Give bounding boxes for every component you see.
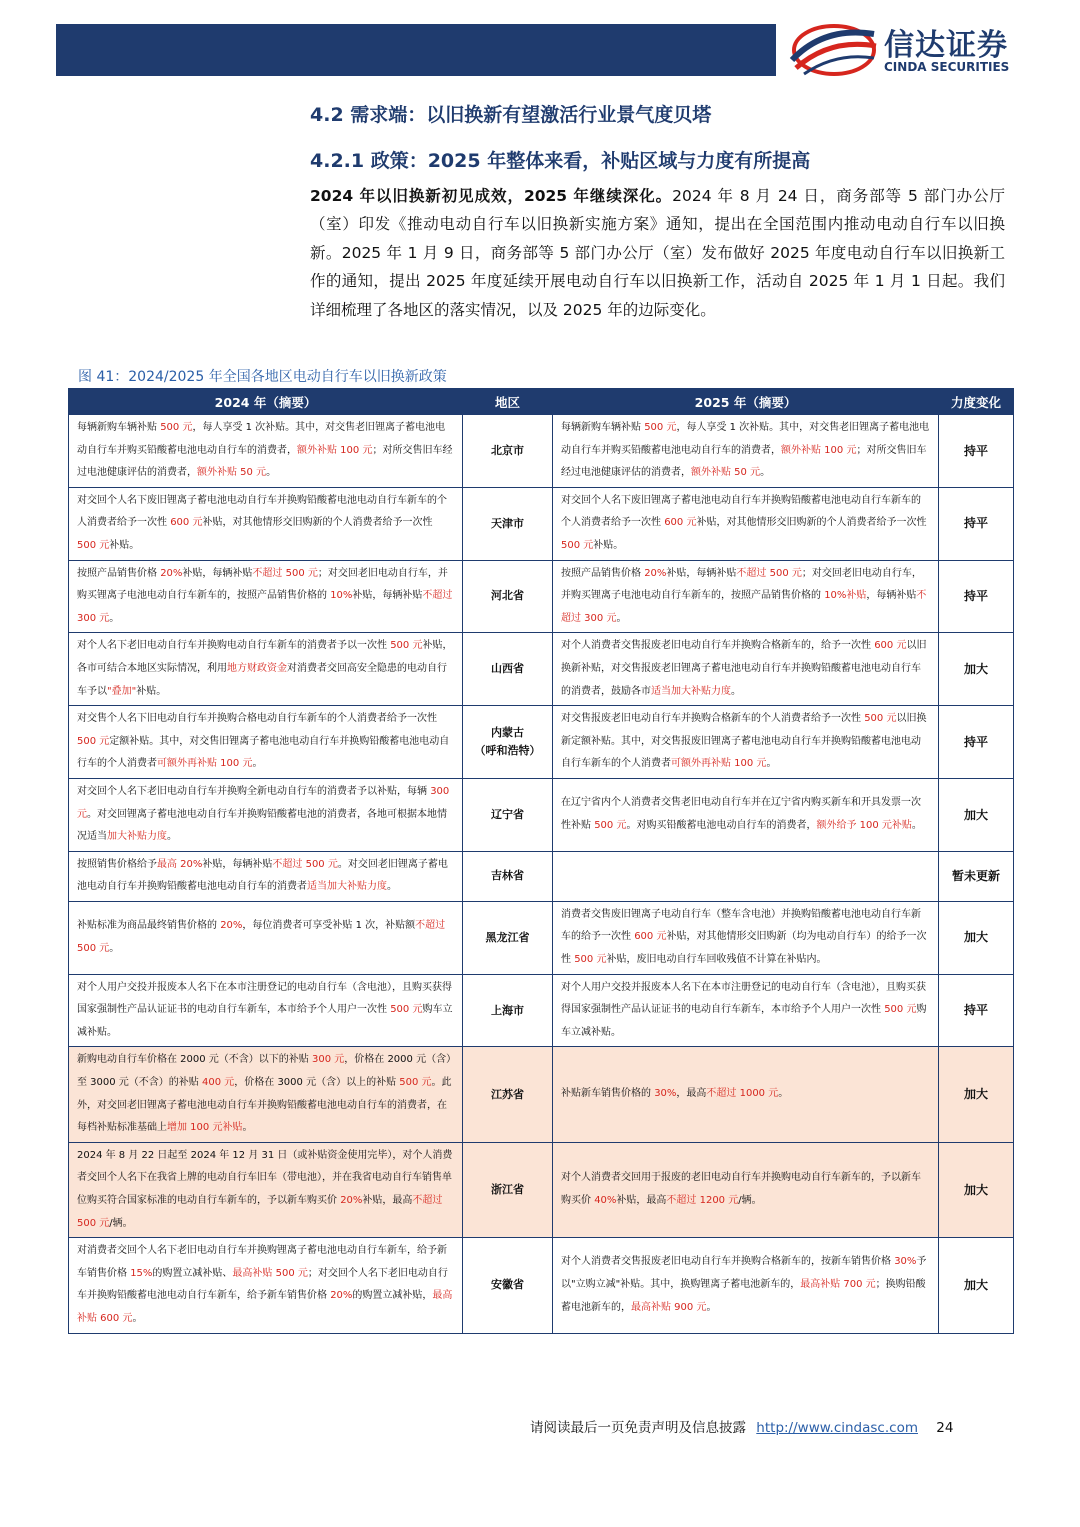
highlighted-amount: "叠加" [107,685,137,697]
highlighted-amount: 额外补贴 100 元 [297,444,373,456]
policy-text: ；对交回老旧电动自行车，并购买锂离子电池电动自行车新车的，按照产品销售价格的 [561,567,922,602]
region-name: 河北省 [491,589,524,603]
policy-text: 对交售个人名下旧电动自行车并换购合格电动自行车新车的个人消费者给予一次性 [77,713,437,725]
table-body [69,415,1014,1334]
header-2025: 2025 年（摘要） [553,389,939,415]
policy-text: 。 [132,1312,143,1324]
highlighted-amount: 不超过 300 元 [77,590,453,624]
highlighted-amount: 可额外再补贴 100 元 [157,758,253,770]
highlighted-amount: 500 元 [864,713,897,725]
highlighted-amount: 额外补贴 50 元 [197,467,267,479]
policy-2024-cell [69,706,463,779]
policy-text: 2024 年 8 月 22 日起至 2024 年 12 月 31 日（或补贴资金使用完毕），对个人消费者交回个人名下在我省上牌的电动自行车旧车（带电池），并在我省电动自行车销售单位购买符合国家标准的电动自行车新车的，予以新车购买价 [77,1149,453,1206]
policy-text: 。 [778,1088,789,1100]
policy-text: 补贴，每辆补贴 [666,567,737,579]
policy-text: 对交回个人名下废旧锂离子蓄电池电动自行车并换购铅酸蓄电池电动自行车新车的个人消费者给予一次性 [561,494,921,529]
policy-text: 在辽宁省内个人消费者交售老旧电动自行车并在辽宁省内购买新车和开具发票一次性补贴 [561,797,921,831]
region-cell [463,1238,553,1333]
footer-disclaimer: 请阅读最后一页免责声明及信息披露 [530,1420,746,1436]
highlighted-amount: 不超过 500 元 [252,567,318,579]
table-row [69,706,1014,779]
policy-2025-cell [553,1238,939,1333]
highlighted-amount: 10%补贴 [824,590,867,602]
policy-text: 购车立减补贴。 [77,1004,453,1038]
policy-text: 。 [109,612,120,624]
policy-text: 。 [266,467,277,479]
highlighted-amount: 500 元 [644,422,677,433]
change-badge: 加大 [939,633,1014,706]
policy-text: /辆。 [738,1195,762,1206]
policy-text: 补贴。 [109,539,140,551]
highlighted-amount: 20% [330,1290,353,1302]
table-row [69,901,1014,974]
page-number: 24 [936,1420,954,1436]
policy-text: 。 [109,942,120,954]
region-cell [463,560,553,633]
policy-2025-cell [553,706,939,779]
change-badge: 加大 [939,1238,1014,1333]
change-badge: 持平 [939,487,1014,560]
region-name: 上海市 [491,1003,524,1017]
policy-text: 补贴，每辆补贴 [182,567,253,579]
policy-text: 。此外，对交回老旧锂离子蓄电池电动自行车并换购铅酸蓄电池电动自行车的消费者，在每档补贴标准基础上 [77,1077,452,1134]
change-badge: 暂未更新 [939,851,1014,901]
highlighted-amount: 600 元 [170,517,203,529]
policy-text: 补贴。 [136,685,167,697]
table-header-row [69,389,1014,415]
policy-2024-cell [69,415,463,488]
highlighted-amount: 适当加大补贴力度 [651,685,731,697]
highlighted-amount: 500 元 [77,539,110,551]
policy-text: 对个人用户交投并报废本人名下在本市注册登记的电动自行车（含电池），且购买获得国家强制性产品认证证书的电动自行车新车，本市给予个人用户一次性 [77,981,452,1016]
policy-text: 。 [731,685,741,697]
policy-text: 对消费者交回高安全隐患的电动自行车予以 [77,662,447,697]
region-name: 安徽省 [491,1278,524,1292]
highlighted-amount: 40% [594,1195,617,1206]
table-row [69,415,1014,488]
policy-2025-cell [553,778,939,851]
policy-2024-cell [69,778,463,851]
policy-text: ，每人享受 1 次补贴。其中，对交售老旧锂离子蓄电池电动自行车并购买铅酸蓄电池电动自行车的消费者， [561,422,930,456]
policy-table [68,388,1014,1334]
section-heading: 4.2 需求端：以旧换新有望激活行业景气度贝塔 [310,104,712,126]
cinda-swoosh-icon [784,16,880,82]
highlighted-amount: 500 元 [594,819,627,831]
policy-text: 按照产品销售价格 [561,567,645,579]
table-row [69,633,1014,706]
policy-text: 对个人消费者交回用于报废的老旧电动自行车并换购电动自行车新车的，予以新车购买价 [561,1172,921,1206]
policy-text: 对交回个人名下废旧锂离子蓄电池电动自行车并换购铅酸蓄电池电动自行车新车的个人消费者给予一次性 [77,494,447,529]
highlighted-amount: 30% [654,1088,677,1100]
policy-text: 购车立减补贴。 [561,1004,927,1038]
region-name: 吉林省 [491,869,524,883]
region-cell [463,1142,553,1237]
policy-text: ，每人享受 1 次补贴。其中，对交售老旧锂离子蓄电池电动自行车并购买铅酸蓄电池电动自行车的消费者， [77,422,446,456]
highlighted-amount: 地方财政资金 [227,662,287,674]
change-badge: 加大 [939,901,1014,974]
policy-2025-cell [553,901,939,974]
region-name: 山西省 [491,662,524,676]
region-cell [463,706,553,779]
cinda-logo [784,16,1044,82]
policy-text: ，价格在 2000 元（含）至 3000 元（不含）的补贴 [77,1054,452,1089]
policy-text: 补贴，对其他情形交旧购新（均为电动自行车）的给予一次性 [561,931,927,966]
highlighted-amount: 500 元 [574,954,607,966]
policy-text: 补贴，每辆补贴 [202,858,273,870]
highlighted-amount: 不超过 500 元 [272,858,338,870]
highlighted-amount: 不超过 500 元 [77,1195,443,1229]
policy-text: 。 [706,1301,717,1313]
policy-text: 补贴，废旧电动自行车回收残值不计算在补贴内。 [606,954,827,966]
highlighted-amount: 不超过 1000 元 [706,1088,779,1100]
region-name: 江苏省 [491,1087,524,1101]
policy-text: 定额补贴。其中，对交售旧锂离子蓄电池电动自行车并换购铅酸蓄电池电动自行车的个人消费者 [77,735,450,770]
policy-text: 。 [387,881,397,893]
policy-text: 补贴新车销售价格的 [561,1088,655,1100]
highlighted-amount: 30% [894,1256,917,1268]
body-paragraph [310,182,1005,324]
highlighted-amount: 500 元 [160,422,193,433]
policy-2024-cell [69,901,463,974]
region-cell [463,487,553,560]
policy-text: 对个人名下老旧电动自行车并换购电动自行车新车的消费者予以一次性 [77,640,391,652]
highlighted-amount: 20% [340,1195,363,1206]
policy-2025-cell [553,415,939,488]
policy-text: 对个人用户交投并报废本人名下在本市注册登记的电动自行车（含电池），且购买获得国家强制性产品认证证书的电动自行车新车，本市给予个人用户一次性 [561,981,926,1016]
region-name: 黑龙江省 [485,930,530,944]
highlighted-amount: 不超过 500 元 [77,920,446,954]
highlighted-amount: 500 元 [884,1004,917,1016]
region-cell [463,974,553,1047]
policy-text: 。 [766,758,777,770]
highlighted-amount: 20% [220,920,243,932]
policy-text: 以旧换新定额补贴。其中，对交售报废旧锂离子蓄电池电动自行车并换购铅酸蓄电池电动自行车新车的个人消费者 [561,713,927,770]
policy-text: 对交售报废老旧电动自行车并换购合格新车的个人消费者给予一次性 [561,713,865,725]
highlighted-amount: 额外补贴 100 元 [781,444,857,456]
highlighted-amount: 最高补贴 700 元 [800,1279,876,1291]
highlighted-amount: 500 元 [390,1004,423,1016]
highlighted-amount: 20% [644,567,667,579]
highlighted-amount: 适当加大补贴力度 [307,881,387,893]
policy-text: ，最高 [676,1088,707,1100]
policy-text: 。对购买铅酸蓄电池电动自行车的消费者， [626,819,817,831]
region-name: （呼和浩特） [474,744,541,758]
policy-2024-cell [69,487,463,560]
policy-text: 按照销售价格给予 [77,858,157,870]
policy-2024-cell [69,560,463,633]
change-badge: 加大 [939,778,1014,851]
policy-text: 补贴，每辆补贴 [352,590,423,602]
highlighted-amount: 300 元 [312,1054,345,1066]
subsection-heading: 4.2.1 政策：2025 年整体来看，补贴区域与力度有所提高 [310,150,811,172]
highlighted-amount: 最高 20% [157,858,203,870]
highlighted-amount: 500 元 [399,1077,432,1089]
policy-text: ；对所交售旧车经过电池健康评估的消费者， [561,444,927,479]
highlighted-amount: 最高补贴 900 元 [631,1301,707,1313]
region-name: 天津市 [491,516,524,530]
policy-text: 。 [760,467,771,479]
change-badge: 持平 [939,706,1014,779]
policy-text: ；对交回个人名下老旧电动自行车并换购铅酸蓄电池电动自行车新车，给予新车销售价格 [77,1267,448,1302]
highlighted-amount: 600 元 [664,517,697,529]
policy-text: 。 [911,819,922,831]
highlighted-amount: 500 元 [561,539,594,551]
paragraph-body: 2024 年 8 月 24 日，商务部等 5 部门办公厅（室）印发《推动电动自行车以旧换新实施方案》通知，提出在全国范围内推动电动自行车以旧换新。2025 年 1 月 9 日，商务部等 5 部门办公厅（室）发布做好 2025 年度电动自行车以旧换新工作的通知，提出 2025 年度延续开展电动自行车以旧换新工作，活动自 2025 年 1 月 1 日起。我们详细梳理了各地区的落实情况，以及 2025 年的边际变化。 [310,187,1005,319]
policy-text: 每辆新购车辆补贴 [561,422,645,433]
change-badge: 持平 [939,974,1014,1047]
paragraph-lead: 2024 年以旧换新初见成效，2025 年继续深化。 [310,187,673,205]
highlighted-amount: 可额外再补贴 100 元 [671,758,767,770]
policy-text: 新购电动自行车价格在 2000 元（不含）以下的补贴 [77,1054,312,1066]
policy-text: 以旧换新补贴，对交售报废老旧锂离子蓄电池电动自行车并换购铅酸蓄电池电动自行车的消费者，鼓励各市 [561,640,927,697]
highlighted-amount: 600 元 [634,931,667,943]
highlighted-amount: 不超过 300 元 [561,590,927,624]
region-cell [463,633,553,706]
region-name: 辽宁省 [491,807,524,821]
figure-caption: 图 41：2024/2025 年全国各地区电动自行车以旧换新政策 [78,369,447,385]
policy-text: 对个人消费者交售报废老旧电动自行车并换购合格新车的，按新车销售价格 [561,1256,895,1268]
logo-text-en: CINDA SECURITIES [884,60,1010,74]
region-cell [463,1047,553,1142]
logo-text-cn: 信达证券 [884,28,1008,63]
policy-2025-cell [553,1047,939,1142]
policy-text: 每辆新购车辆补贴 [77,422,161,433]
highlighted-amount: 500 元 [77,735,110,747]
highlighted-amount: 最高补贴 500 元 [232,1267,308,1279]
policy-text: 消费者交售废旧锂离子电动自行车（整车含电池）并换购铅酸蓄电池电动自行车新车的给予一次性 [561,908,921,943]
highlighted-amount: 400 元 [202,1077,235,1089]
policy-text: 补贴，各市可结合本地区实际情况，利用 [77,640,453,674]
region-cell [463,851,553,901]
change-badge: 加大 [939,1047,1014,1142]
highlighted-amount: 不超过 500 元 [736,567,802,579]
policy-text: 补贴标准为商品最终销售价格的 [77,920,221,932]
policy-text: 予以"立购立减"补贴。其中，换购锂离子蓄电池新车的， [561,1256,927,1291]
policy-text: 。 [252,758,263,770]
policy-text: 。 [616,612,627,624]
policy-text: 补贴，最高 [362,1195,413,1206]
page-footer [530,1416,953,1436]
policy-text: ；对所交售旧车经过电池健康评估的消费者， [77,444,453,479]
region-name: 北京市 [491,443,524,457]
table-row [69,974,1014,1047]
policy-text: 补贴，对其他情形交旧购新的个人消费者给予一次性 [696,517,927,529]
header-bar [56,24,776,76]
change-badge: 持平 [939,560,1014,633]
change-badge: 持平 [939,415,1014,488]
policy-2024-cell [69,1238,463,1333]
header-region: 地区 [463,389,553,415]
policy-text: 对个人消费者交售报废老旧电动自行车并换购合格新车的，给予一次性 [561,640,875,652]
region-name: 浙江省 [491,1183,524,1196]
header-2024: 2024 年（摘要） [69,389,463,415]
change-badge: 加大 [939,1142,1014,1237]
policy-text: 。对交回锂离子蓄电池电动自行车并换购铅酸蓄电池的消费者，各地可根据本地情况适当 [77,808,447,843]
policy-2024-cell [69,633,463,706]
highlighted-amount: 10% [330,590,353,602]
policy-text: 补贴，对其他情形交旧购新的个人消费者给予一次性 [202,517,433,529]
policy-text: ，每辆补贴 [866,590,917,602]
policy-text: 按照产品销售价格 [77,567,161,579]
highlighted-amount: 500 元 [390,640,423,652]
policy-text: 的购置立减补贴、 [152,1267,233,1279]
policy-2024-cell [69,1142,463,1237]
policy-text: ，每位消费者可享受补贴 1 次，补贴额 [242,920,416,932]
policy-text: 的购置立减补贴， [352,1290,433,1302]
header-change: 力度变化 [939,389,1014,415]
highlighted-amount: 15% [130,1267,153,1279]
policy-2025-cell [553,633,939,706]
policy-2025-cell [553,487,939,560]
region-cell [463,415,553,488]
policy-text: ；换购铅酸蓄电池新车的， [561,1279,926,1313]
highlighted-amount: 不超过 1200 元 [666,1195,739,1206]
table-row [69,1238,1014,1333]
policy-2024-cell [69,851,463,901]
region-name: 内蒙古 [491,726,524,740]
policy-text: 。 [242,1122,253,1134]
highlighted-amount: 增加 100 元补贴 [167,1122,243,1134]
policy-text: ；对交回老旧电动自行车，并购买锂离子电池电动自行车新车的，按照产品销售价格的 [77,567,448,602]
table-row [69,778,1014,851]
policy-2025-cell [553,851,939,901]
policy-2025-cell [553,974,939,1047]
policy-text: 补贴。 [593,539,624,551]
table-row [69,1142,1014,1237]
table-row [69,851,1014,901]
highlighted-amount: 最高补贴 600 元 [77,1290,453,1324]
highlighted-amount: 额外给予 100 元补贴 [816,819,912,831]
highlighted-amount: 300 元 [77,785,450,820]
highlighted-amount: 20% [160,567,183,579]
table-row [69,1047,1014,1142]
table-row [69,560,1014,633]
region-cell [463,901,553,974]
policy-text: 对交回个人名下老旧电动自行车并换购全新电动自行车的消费者予以补贴，每辆 [77,785,431,797]
table-row [69,487,1014,560]
footer-url-link[interactable]: http://www.cindasc.com [756,1420,918,1436]
policy-2025-cell [553,560,939,633]
highlighted-amount: 600 元 [874,640,907,652]
policy-2024-cell [69,974,463,1047]
policy-2024-cell [69,1047,463,1142]
policy-2025-cell [553,1142,939,1237]
highlighted-amount: 加大补贴力度 [107,831,167,843]
policy-text: 补贴，最高 [616,1195,667,1206]
policy-text: 对消费者交回个人名下老旧电动自行车并换购锂离子蓄电池电动自行车新车，给予新车销售价格 [77,1245,447,1279]
policy-text: /辆。 [109,1217,133,1229]
policy-text: 。 [167,831,177,843]
region-cell [463,778,553,851]
highlighted-amount: 额外补贴 50 元 [691,467,761,479]
policy-text: 。对交回老旧锂离子蓄电池电动自行车并换购铅酸蓄电池电动自行车的消费者 [77,858,448,893]
policy-text: ，价格在 3000 元（含）以上的补贴 [234,1077,400,1089]
